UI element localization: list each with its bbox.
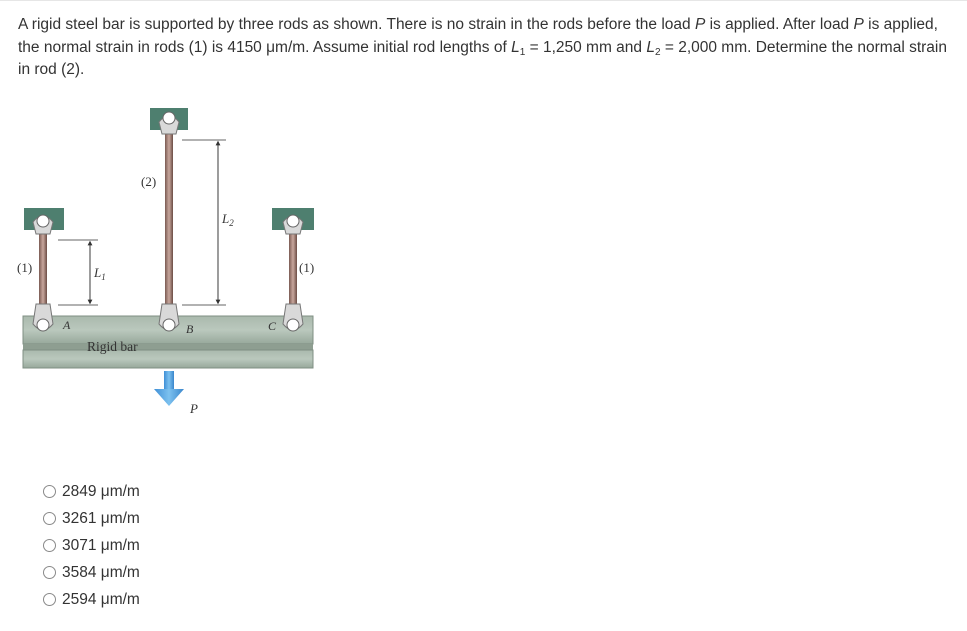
label-rod-1-left: (1) [17, 260, 33, 275]
answer-option-label: 3261 μm/m [62, 509, 140, 527]
label-p: P [190, 401, 198, 416]
answer-option[interactable] [43, 559, 140, 586]
label-b: B [186, 322, 194, 336]
answer-option[interactable] [43, 586, 140, 613]
radio-button[interactable] [43, 566, 56, 579]
label-rod-1-right: (1) [299, 260, 315, 275]
answer-option-label: 3071 μm/m [62, 536, 140, 554]
label-rigid-bar: Rigid bar [87, 339, 138, 354]
rod-1-left [33, 215, 53, 331]
answer-options [43, 478, 140, 613]
label-c: C [268, 319, 277, 333]
label-rod-2: (2) [141, 174, 157, 189]
rod-2 [159, 112, 179, 331]
answer-option[interactable] [43, 505, 140, 532]
label-l2: $L_2$ [222, 211, 234, 228]
label-l1: $L_1$ [94, 265, 106, 282]
answer-option-label: 2594 μm/m [62, 590, 140, 608]
label-a: A [63, 318, 71, 332]
radio-button[interactable] [43, 485, 56, 498]
radio-button[interactable] [43, 539, 56, 552]
rigid-bar-figure [10, 100, 330, 430]
answer-option-label: 2849 μm/m [62, 482, 140, 500]
radio-button[interactable] [43, 512, 56, 525]
answer-option[interactable] [43, 478, 140, 505]
answer-option-label: 3584 μm/m [62, 563, 140, 581]
question-text: A rigid steel bar is supported by three rods as shown. There is no strain in the rods before the load P is applied. After load P is applied, the normal strain in rods (1) is 4150 μm/m. Assume initial rod lengths of $L_1 = 1,250$ mm and $L_2 = 2,000$ mm. Determine the normal strain in rod (2). [18, 16, 947, 78]
load-arrow-p [154, 371, 184, 406]
top-divider [0, 0, 967, 1]
radio-button[interactable] [43, 593, 56, 606]
dimension-l1 [58, 240, 98, 305]
answer-option[interactable] [43, 532, 140, 559]
dimension-l2 [182, 140, 226, 305]
